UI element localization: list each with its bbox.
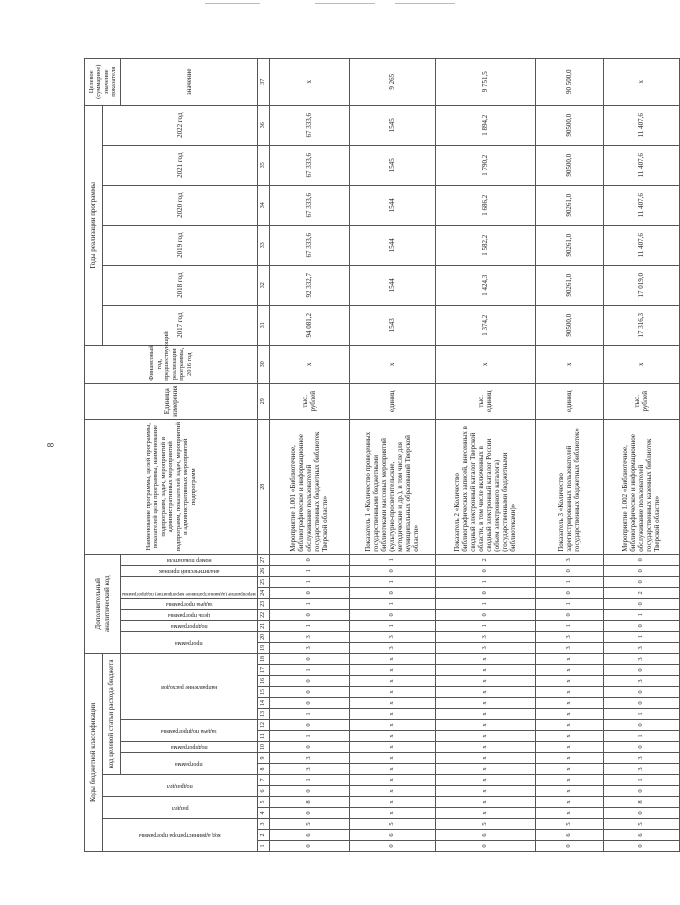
row-year-value: 17 316,3 bbox=[603, 305, 679, 345]
code-digit: 1 bbox=[435, 576, 535, 587]
code-digit: 0 bbox=[603, 786, 679, 797]
header-admin-code: код администратора программы bbox=[103, 819, 258, 852]
row-unit: тыс. рублей bbox=[269, 383, 349, 419]
code-digit: 1 bbox=[269, 665, 349, 676]
row-year-value: 11 407,6 bbox=[603, 185, 679, 225]
column-number: 24 bbox=[257, 587, 269, 598]
code-digit: x bbox=[535, 665, 603, 676]
code-digit: 0 bbox=[269, 720, 349, 731]
code-digit: 0 bbox=[269, 698, 349, 709]
header-programma: программа bbox=[121, 753, 258, 775]
code-digit: 5 bbox=[603, 819, 679, 830]
code-digit: 3 bbox=[435, 631, 535, 642]
column-number: 33 bbox=[257, 225, 269, 265]
code-digit: x bbox=[435, 742, 535, 753]
row-fin-year: x bbox=[535, 345, 603, 383]
code-digit: 0 bbox=[349, 841, 435, 852]
row-year-value: 1544 bbox=[349, 185, 435, 225]
table-row bbox=[349, 58, 435, 851]
code-digit: 3 bbox=[349, 642, 435, 653]
row-target: x bbox=[269, 58, 349, 105]
column-number: 20 bbox=[257, 631, 269, 642]
row-name: Показатель 1 «Количество проведенных государственными бюджетными библиотеками массовых мероприятий (культурно-просветительские, методические и др.), в том числе для муниципальных образований Тверской области» bbox=[349, 419, 435, 554]
column-number: 3 bbox=[257, 819, 269, 830]
header-target-sub: значение bbox=[121, 58, 258, 105]
code-digit: 0 bbox=[535, 587, 603, 598]
column-number: 16 bbox=[257, 676, 269, 687]
code-digit: 1 bbox=[269, 731, 349, 742]
column-number: 9 bbox=[257, 753, 269, 764]
code-digit: 3 bbox=[269, 753, 349, 764]
code-digit: 1 bbox=[603, 709, 679, 720]
code-digit: 8 bbox=[269, 797, 349, 808]
code-digit: x bbox=[535, 653, 603, 664]
code-digit: 1 bbox=[269, 620, 349, 631]
code-digit: 0 bbox=[269, 786, 349, 797]
row-year-value: 67 333,6 bbox=[269, 185, 349, 225]
column-number: 27 bbox=[257, 554, 269, 565]
header-a-zadacha: задача программы bbox=[121, 598, 258, 609]
code-digit: x bbox=[435, 797, 535, 808]
row-year-value: 90500,0 bbox=[535, 145, 603, 185]
code-digit: 0 bbox=[603, 687, 679, 698]
code-digit: 1 bbox=[603, 775, 679, 786]
code-digit: 0 bbox=[603, 720, 679, 731]
header-zadacha: задача подпрограммы bbox=[121, 720, 258, 742]
column-number: 32 bbox=[257, 265, 269, 305]
code-digit: x bbox=[349, 753, 435, 764]
code-digit: 6 bbox=[269, 830, 349, 841]
code-digit: x bbox=[349, 665, 435, 676]
column-numbers-row bbox=[257, 58, 269, 851]
code-digit: 0 bbox=[603, 565, 679, 576]
code-digit: x bbox=[535, 742, 603, 753]
code-digit: 6 bbox=[349, 830, 435, 841]
code-digit: 1 bbox=[535, 576, 603, 587]
code-digit: x bbox=[535, 687, 603, 698]
row-target: 9 265 bbox=[349, 58, 435, 105]
column-number: 21 bbox=[257, 620, 269, 631]
code-digit: 6 bbox=[435, 830, 535, 841]
column-number: 26 bbox=[257, 565, 269, 576]
code-digit: x bbox=[435, 720, 535, 731]
column-number: 2 bbox=[257, 830, 269, 841]
code-digit: 3 bbox=[535, 631, 603, 642]
code-digit: 1 bbox=[269, 565, 349, 576]
code-digit: 0 bbox=[535, 841, 603, 852]
column-number: 7 bbox=[257, 775, 269, 786]
code-digit: x bbox=[349, 786, 435, 797]
code-digit: 1 bbox=[535, 620, 603, 631]
row-year-value: 1 582,2 bbox=[435, 225, 535, 265]
column-number: 36 bbox=[257, 105, 269, 145]
row-year-value: 67 333,6 bbox=[269, 145, 349, 185]
code-digit: 3 bbox=[603, 764, 679, 775]
code-digit: 2 bbox=[603, 587, 679, 598]
code-digit: x bbox=[435, 653, 535, 664]
code-digit: x bbox=[349, 808, 435, 819]
column-number: 14 bbox=[257, 698, 269, 709]
code-digit: x bbox=[349, 775, 435, 786]
code-digit: x bbox=[535, 753, 603, 764]
code-digit: 0 bbox=[603, 742, 679, 753]
code-digit: 0 bbox=[269, 676, 349, 687]
header-a-cel: цель программы bbox=[121, 609, 258, 620]
program-table bbox=[84, 58, 680, 852]
column-number: 4 bbox=[257, 808, 269, 819]
column-number: 22 bbox=[257, 609, 269, 620]
column-number: 15 bbox=[257, 687, 269, 698]
code-digit: 0 bbox=[269, 653, 349, 664]
row-year-value: 90261,0 bbox=[535, 185, 603, 225]
code-digit: x bbox=[349, 731, 435, 742]
header-unit: Единица измерения bbox=[85, 383, 258, 419]
rotated-table-sheet bbox=[84, 62, 662, 852]
column-number: 8 bbox=[257, 764, 269, 775]
row-unit: единиц bbox=[535, 383, 603, 419]
code-digit: x bbox=[349, 797, 435, 808]
row-year-value: 1 686,2 bbox=[435, 185, 535, 225]
code-digit: 0 bbox=[603, 620, 679, 631]
column-number: 31 bbox=[257, 305, 269, 345]
code-digit: 5 bbox=[435, 819, 535, 830]
code-digit: x bbox=[349, 720, 435, 731]
row-year-value: 17 019,0 bbox=[603, 265, 679, 305]
code-digit: 0 bbox=[535, 609, 603, 620]
code-digit: 3 bbox=[603, 753, 679, 764]
header-razdel: раздел bbox=[103, 797, 258, 819]
row-year-value: 1 790,2 bbox=[435, 145, 535, 185]
code-digit: 3 bbox=[535, 642, 603, 653]
code-digit: 0 bbox=[603, 665, 679, 676]
code-digit: 1 bbox=[269, 598, 349, 609]
code-digit: 1 bbox=[349, 576, 435, 587]
header-a-programma: программа bbox=[121, 631, 258, 653]
header-year-3: 2019 год bbox=[103, 225, 258, 265]
table-row bbox=[435, 58, 535, 851]
row-year-value: 1543 bbox=[349, 305, 435, 345]
row-year-value: 1545 bbox=[349, 145, 435, 185]
row-name: Показатель 3 «Количество зарегистрированных пользователей государственных бюджетных библиотек» bbox=[535, 419, 603, 554]
table-row bbox=[535, 58, 603, 851]
code-digit: 0 bbox=[269, 808, 349, 819]
code-digit: 0 bbox=[269, 742, 349, 753]
code-digit: x bbox=[435, 731, 535, 742]
code-digit: x bbox=[435, 786, 535, 797]
row-target: x bbox=[603, 58, 679, 105]
row-target: 9 751,5 bbox=[435, 58, 535, 105]
code-digit: x bbox=[435, 709, 535, 720]
header-year-4: 2020 год bbox=[103, 185, 258, 225]
code-digit: 0 bbox=[535, 565, 603, 576]
header-target: Целевое (суммарное) значение показателя bbox=[85, 58, 121, 105]
column-number: 30 bbox=[257, 345, 269, 383]
column-number: 29 bbox=[257, 383, 269, 419]
code-digit: 1 bbox=[349, 598, 435, 609]
header-codes: Коды бюджетной классификации bbox=[85, 653, 103, 851]
code-digit: 0 bbox=[269, 554, 349, 565]
code-digit: 6 bbox=[603, 830, 679, 841]
column-number: 5 bbox=[257, 797, 269, 808]
code-digit: x bbox=[535, 808, 603, 819]
row-name: Мероприятие 1.001 «Библиотечное, библиографическое и информационное обслуживание пользователей государственных бюджетных библиотек Тверской области» bbox=[269, 419, 349, 554]
code-digit: x bbox=[349, 676, 435, 687]
header-napravlenie: направление расходов bbox=[121, 653, 258, 719]
code-digit: x bbox=[349, 653, 435, 664]
code-digit: x bbox=[535, 720, 603, 731]
row-year-value: 1544 bbox=[349, 225, 435, 265]
row-year-value: 1 894,2 bbox=[435, 105, 535, 145]
column-number: 34 bbox=[257, 185, 269, 225]
header-years-group: Годы реализации программы bbox=[85, 105, 103, 345]
header-a-priznak: аналитический признак bbox=[121, 565, 258, 576]
column-number: 17 bbox=[257, 665, 269, 676]
header-name: Наименование программы, целей программы, показателей цели программы, наименование подпрограмм, задач, мероприятий и административных мероприятий подпрограмм, показателей задач, мероприятий и административных мероприятий подпрограмм bbox=[85, 419, 258, 554]
header-additional: Дополнительный аналитический код bbox=[85, 554, 121, 653]
row-unit: единиц bbox=[349, 383, 435, 419]
code-digit: 3 bbox=[269, 642, 349, 653]
column-number: 10 bbox=[257, 742, 269, 753]
header-podrazdel: подраздел bbox=[103, 775, 258, 797]
code-digit: 1 bbox=[603, 609, 679, 620]
row-year-value: 1545 bbox=[349, 105, 435, 145]
column-number: 13 bbox=[257, 709, 269, 720]
header-year-6: 2022 год bbox=[103, 105, 258, 145]
header-year-2: 2018 год bbox=[103, 265, 258, 305]
code-digit: 0 bbox=[435, 565, 535, 576]
code-digit: x bbox=[435, 676, 535, 687]
code-digit: 1 bbox=[349, 620, 435, 631]
code-digit: 1 bbox=[435, 620, 535, 631]
table-row bbox=[269, 58, 349, 851]
header-a-podprogramma: подпрограмма bbox=[121, 620, 258, 631]
code-digit: x bbox=[535, 731, 603, 742]
code-digit: 3 bbox=[349, 631, 435, 642]
code-digit: x bbox=[535, 786, 603, 797]
code-digit: 6 bbox=[535, 830, 603, 841]
code-digit: x bbox=[435, 698, 535, 709]
code-digit: 3 bbox=[535, 554, 603, 565]
row-year-value: 11 407,6 bbox=[603, 105, 679, 145]
header-podprogramma: подпрограмма bbox=[121, 742, 258, 753]
code-digit: 0 bbox=[435, 841, 535, 852]
row-year-value: 67 333,6 bbox=[269, 225, 349, 265]
code-digit: x bbox=[435, 665, 535, 676]
row-year-value: 1 374,2 bbox=[435, 305, 535, 345]
row-year-value: 1 424,3 bbox=[435, 265, 535, 305]
table-row bbox=[603, 58, 679, 851]
row-year-value: 11 407,6 bbox=[603, 225, 679, 265]
row-fin-year: x bbox=[435, 345, 535, 383]
code-digit: 0 bbox=[603, 698, 679, 709]
row-fin-year: x bbox=[603, 345, 679, 383]
code-digit: 1 bbox=[603, 731, 679, 742]
code-digit: x bbox=[535, 698, 603, 709]
code-digit: x bbox=[535, 709, 603, 720]
code-digit: 0 bbox=[603, 598, 679, 609]
row-year-value: 67 333,6 bbox=[269, 105, 349, 145]
code-digit: 0 bbox=[269, 587, 349, 598]
code-digit: 1 bbox=[603, 631, 679, 642]
code-digit: 5 bbox=[349, 819, 435, 830]
row-name: Мероприятие 1.002 «Библиотечное, библиографическое и информационное обслуживание пользователей государственных казенных библиотек Тверской области» bbox=[603, 419, 679, 554]
code-digit: 3 bbox=[603, 676, 679, 687]
code-digit: 3 bbox=[269, 631, 349, 642]
code-digit: x bbox=[349, 742, 435, 753]
code-digit: 1 bbox=[349, 554, 435, 565]
row-fin-year: x bbox=[349, 345, 435, 383]
code-digit: x bbox=[535, 797, 603, 808]
header-year-5: 2021 год bbox=[103, 145, 258, 185]
code-digit: x bbox=[535, 764, 603, 775]
code-digit: 0 bbox=[435, 609, 535, 620]
code-digit: 0 bbox=[603, 841, 679, 852]
header-fin: Финансовый год, предшествующий реализации программы, 2016 год bbox=[85, 345, 258, 383]
row-year-value: 11 407,6 bbox=[603, 145, 679, 185]
code-digit: x bbox=[349, 764, 435, 775]
code-digit: x bbox=[349, 709, 435, 720]
code-digit: 3 bbox=[269, 764, 349, 775]
code-digit: 3 bbox=[603, 653, 679, 664]
column-number: 35 bbox=[257, 145, 269, 185]
header-year-1: 2017 год bbox=[103, 305, 258, 345]
code-digit: x bbox=[535, 775, 603, 786]
code-digit: x bbox=[435, 687, 535, 698]
code-digit: x bbox=[435, 764, 535, 775]
code-digit: 0 bbox=[349, 609, 435, 620]
code-digit: 1 bbox=[269, 576, 349, 587]
row-target: 90 500,0 bbox=[535, 58, 603, 105]
column-number: 11 bbox=[257, 731, 269, 742]
row-fin-year: x bbox=[269, 345, 349, 383]
code-digit: x bbox=[349, 687, 435, 698]
row-name: Показатель 2 «Количество библиографических записей, внесенных в сводный электронный каталог Тверской области, в том числе включенных в сводный электронный каталог России (объем электронного каталога) (государственными бюджетными библиотеками)» bbox=[435, 419, 535, 554]
column-number: 12 bbox=[257, 720, 269, 731]
row-unit: тыс. рублей bbox=[603, 383, 679, 419]
code-digit: 1 bbox=[269, 709, 349, 720]
code-digit: 0 bbox=[269, 841, 349, 852]
code-digit: 1 bbox=[435, 598, 535, 609]
page-number: 8 bbox=[45, 442, 56, 448]
header-a-meropriyatie: мероприятие (административное мероприятие) подпрограммы bbox=[121, 576, 258, 598]
code-digit: 0 bbox=[435, 587, 535, 598]
row-year-value: 90500,0 bbox=[535, 105, 603, 145]
code-digit: 3 bbox=[435, 642, 535, 653]
column-number: 28 bbox=[257, 419, 269, 554]
column-number: 25 bbox=[257, 576, 269, 587]
code-digit: x bbox=[435, 775, 535, 786]
row-year-value: 90261,0 bbox=[535, 225, 603, 265]
column-number: 37 bbox=[257, 58, 269, 105]
code-digit: x bbox=[435, 808, 535, 819]
code-digit: 0 bbox=[603, 808, 679, 819]
code-digit: 0 bbox=[349, 565, 435, 576]
code-digit: 1 bbox=[535, 598, 603, 609]
row-year-value: 90261,0 bbox=[535, 265, 603, 305]
header-target-code: код целевой статьи расхода бюджета bbox=[103, 653, 121, 774]
code-digit: 2 bbox=[435, 554, 535, 565]
code-digit: x bbox=[349, 698, 435, 709]
row-year-value: 1544 bbox=[349, 265, 435, 305]
code-digit: x bbox=[435, 753, 535, 764]
column-number: 23 bbox=[257, 598, 269, 609]
code-digit: 8 bbox=[603, 797, 679, 808]
code-digit: 5 bbox=[269, 819, 349, 830]
code-digit: 0 bbox=[269, 609, 349, 620]
code-digit: 0 bbox=[603, 576, 679, 587]
header-a-nomer: номер показателя bbox=[121, 554, 258, 565]
row-unit: тыс. единиц bbox=[435, 383, 535, 419]
column-number: 19 bbox=[257, 642, 269, 653]
code-digit: 0 bbox=[603, 554, 679, 565]
code-digit: 0 bbox=[349, 587, 435, 598]
code-digit: 0 bbox=[269, 687, 349, 698]
code-digit: x bbox=[535, 676, 603, 687]
row-year-value: 90500,0 bbox=[535, 305, 603, 345]
row-year-value: 92 332,7 bbox=[269, 265, 349, 305]
column-number: 1 bbox=[257, 841, 269, 852]
code-digit: 1 bbox=[269, 775, 349, 786]
code-digit: 5 bbox=[535, 819, 603, 830]
column-number: 18 bbox=[257, 653, 269, 664]
code-digit: 3 bbox=[603, 642, 679, 653]
column-number: 6 bbox=[257, 786, 269, 797]
row-year-value: 94 081,2 bbox=[269, 305, 349, 345]
